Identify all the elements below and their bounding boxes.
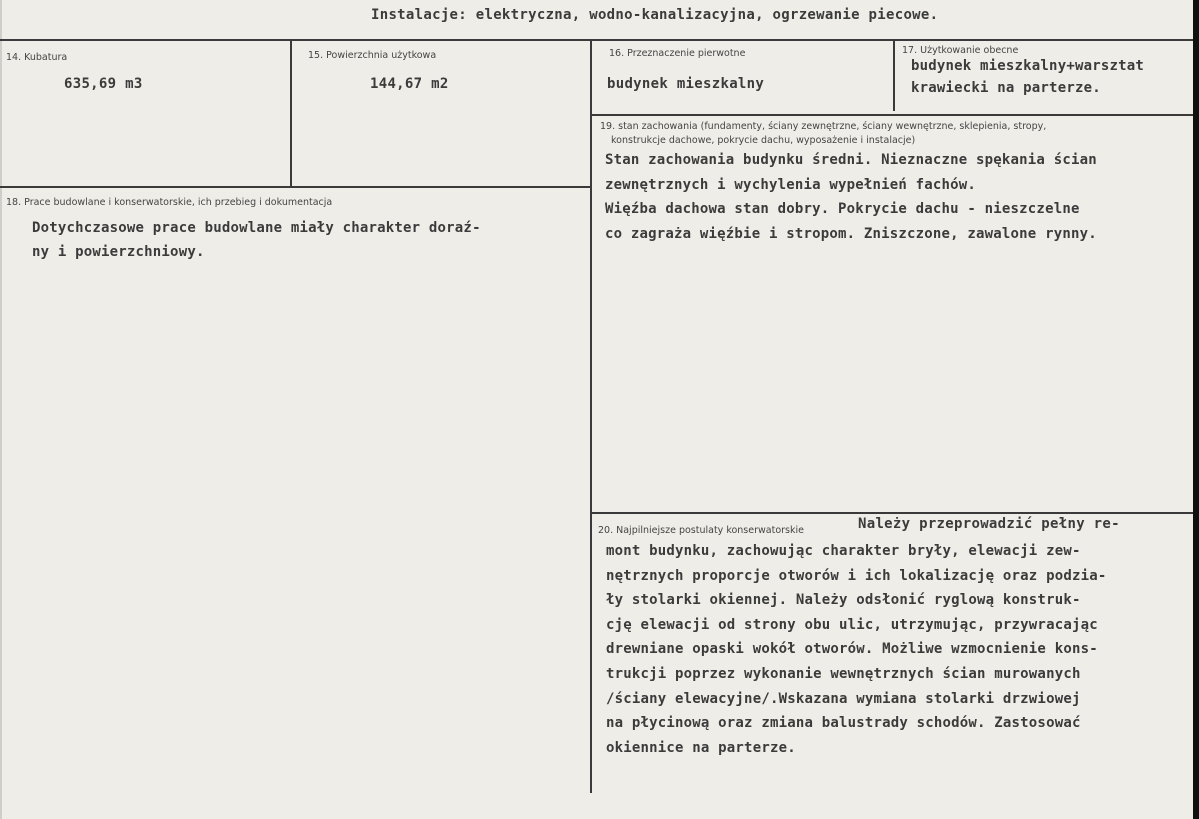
prace-line: Dotychczasowe prace budowlane miały charakter doraź- [32,220,481,236]
postulaty-line: nętrznych proporcje otworów i ich lokalizację oraz podzia- [606,567,1107,584]
kubatura-value: 635,69 m3 [64,76,143,92]
postulaty-first-line: Należy przeprowadzić pełny re- [858,516,1120,532]
uzytkowanie-label: 17. Użytkowanie obecne [902,45,1019,56]
divider-main [590,41,592,793]
prace-text [32,216,481,264]
header-divider [0,39,1199,41]
postulaty-line: cję elewacji od strony obu ulic, utrzymując, przywracając [606,616,1098,633]
postulaty-line: /ściany elewacyjne/.Wskazana wymiana stolarki drzwiowej [606,690,1081,707]
divider-14-15 [290,41,292,186]
przeznaczenie-value: budynek mieszkalny [607,76,765,92]
postulaty-line: mont budynku, zachowując charakter bryły, elewacji zew- [606,543,1081,559]
uzytkowanie-value [911,55,1144,99]
stan-line: Stan zachowania budynku średni. Nieznaczne spękania ścian [605,152,1097,168]
prace-label: 18. Prace budowlane i konserwatorskie, ich przebieg i dokumentacja [6,197,333,208]
stan-text [605,148,1097,246]
stan-label-line: 19. stan zachowania (fundamenty, ściany zewnętrzne, ściany wewnętrzne, sklepienia, stropy, [600,121,1047,132]
przeznaczenie-label: 16. Przeznaczenie pierwotne [609,48,746,59]
stan-label-line: konstrukcje dachowe, pokrycie dachu, wyposażenie i instalacje) [611,135,916,146]
divider-row17 [592,114,1199,116]
uzytkowanie-line: krawiecki na parterze. [911,80,1101,96]
scan-edge-left [0,0,2,819]
stan-line: zewnętrznych i wychylenia wypełnień fachów. [605,176,977,193]
powierzchnia-value: 144,67 m2 [370,76,449,92]
installations-text: Instalacje: elektryczna, wodno-kanalizacyjna, ogrzewanie piecowe. [371,7,939,23]
postulaty-line: okiennice na parterze. [606,739,796,756]
postulaty-text [606,539,1106,760]
postulaty-label: 20. Najpilniejsze postulaty konserwatorskie [598,525,804,536]
divider-row20 [592,512,1199,514]
powierzchnia-label: 15. Powierzchnia użytkowa [308,50,437,61]
divider-row15 [0,186,590,188]
postulaty-line: drewniane opaski wokół otworów. Możliwe wzmocnienie kons- [606,641,1098,658]
scan-edge-right [1193,0,1199,819]
prace-line: ny i powierzchniowy. [32,244,205,260]
stan-line: Więźba dachowa stan dobry. Pokrycie dachu - nieszczelne [605,201,1080,217]
divider-16-17 [893,41,895,111]
postulaty-line: ły stolarki okiennej. Należy odsłonić ryglową konstruk- [606,592,1081,609]
stan-line: co zagraża więźbie i stropom. Zniszczone, zawalone rynny. [605,225,1097,242]
kubatura-label: 14. Kubatura [6,52,68,63]
uzytkowanie-line: budynek mieszkalny+warsztat [911,58,1144,74]
postulaty-line: trukcji poprzez wykonanie wewnętrznych ścian murowanych [606,665,1081,682]
postulaty-line: na płycinową oraz zmiana balustrady schodów. Zastosować [606,715,1081,732]
